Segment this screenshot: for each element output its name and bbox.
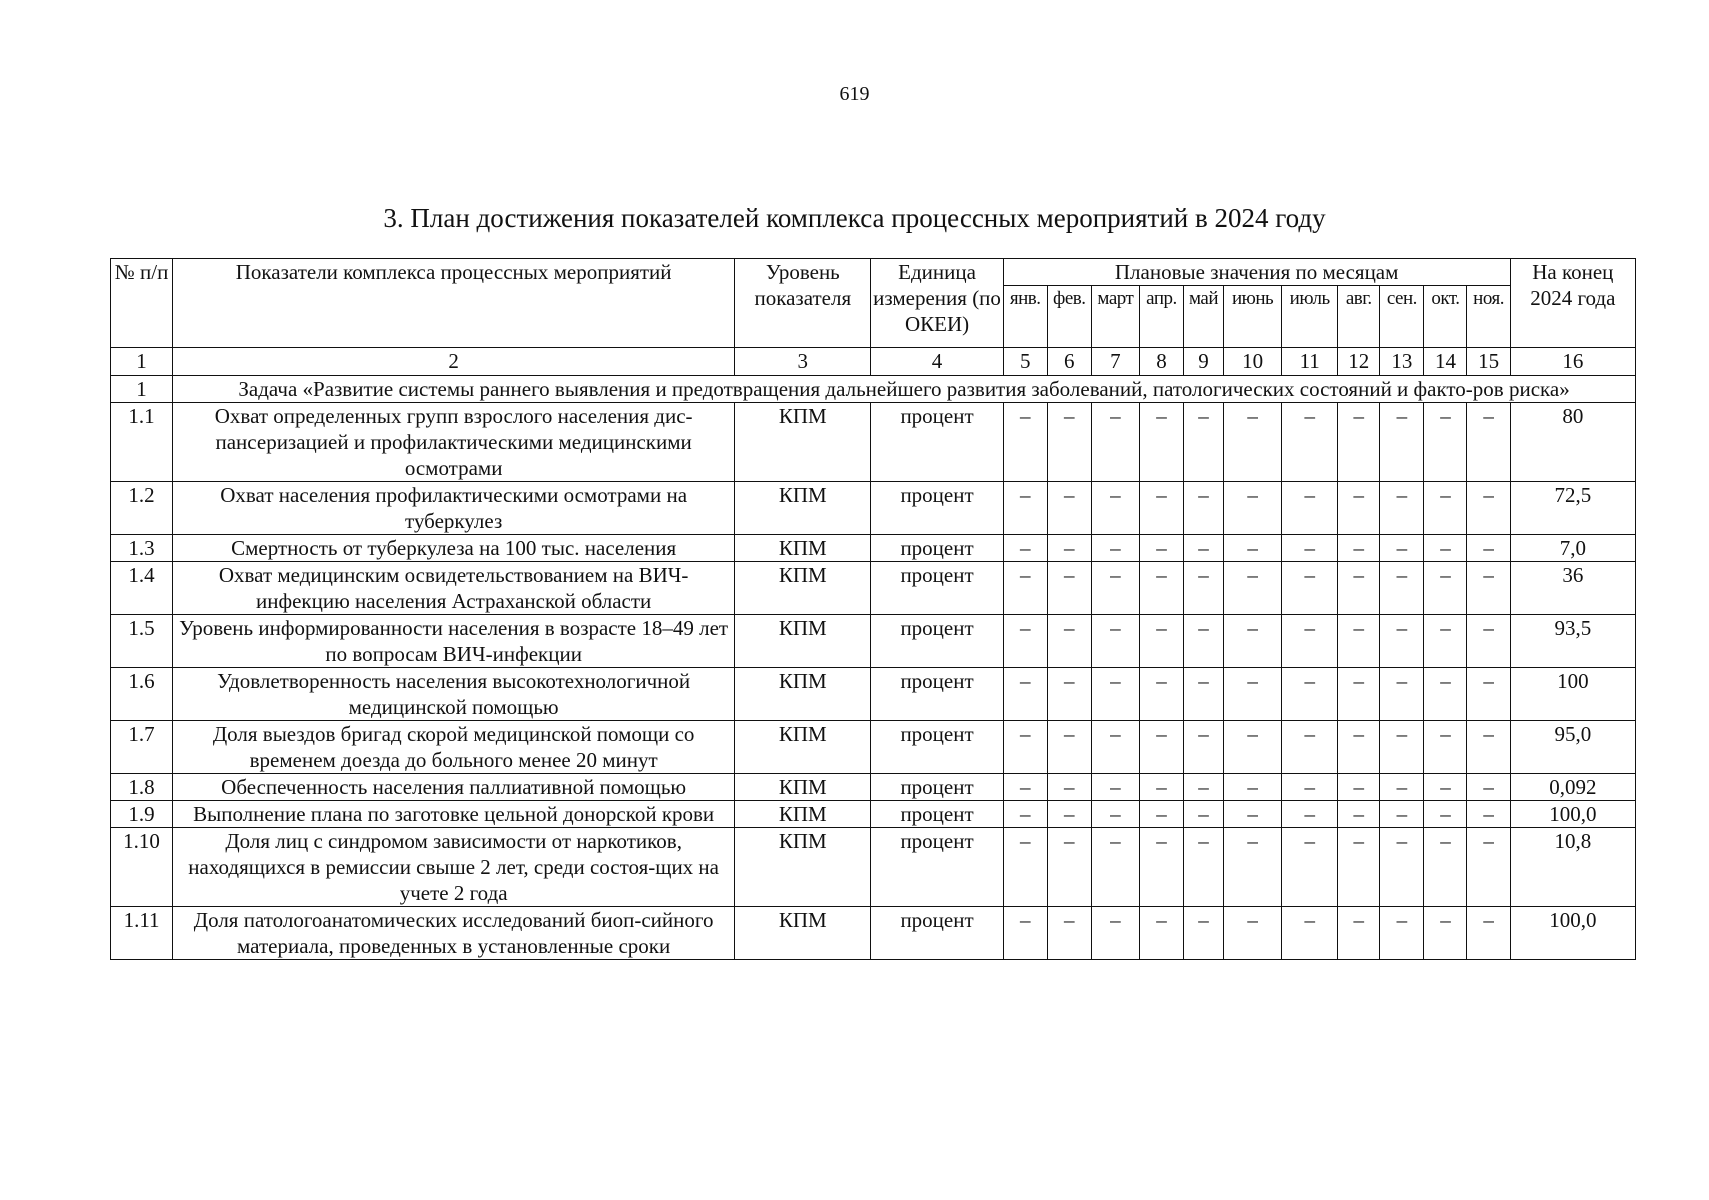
column-number: 2 xyxy=(173,348,735,376)
monthly-value: – xyxy=(1047,828,1091,907)
monthly-value: – xyxy=(1224,482,1282,535)
monthly-value: – xyxy=(1424,535,1467,562)
monthly-value: – xyxy=(1338,668,1380,721)
monthly-value: – xyxy=(1424,828,1467,907)
monthly-value: – xyxy=(1003,562,1047,615)
monthly-value: – xyxy=(1424,801,1467,828)
monthly-value: – xyxy=(1183,828,1223,907)
monthly-value: – xyxy=(1139,828,1183,907)
monthly-value: – xyxy=(1282,907,1338,960)
row-number: 1.10 xyxy=(111,828,173,907)
monthly-value: – xyxy=(1183,721,1223,774)
monthly-value: – xyxy=(1467,828,1510,907)
indicator-name: Обеспеченность населения паллиативной помощью xyxy=(173,774,735,801)
indicator-unit: процент xyxy=(871,482,1003,535)
monthly-value: – xyxy=(1139,535,1183,562)
monthly-value: – xyxy=(1091,562,1139,615)
indicator-level: КПМ xyxy=(735,535,871,562)
end-year-value: 36 xyxy=(1510,562,1635,615)
indicator-row xyxy=(111,562,1636,615)
monthly-value: – xyxy=(1091,403,1139,482)
indicator-name: Охват населения профилактическими осмотрами на туберкулез xyxy=(173,482,735,535)
indicator-unit: процент xyxy=(871,774,1003,801)
monthly-value: – xyxy=(1183,562,1223,615)
monthly-value: – xyxy=(1047,907,1091,960)
monthly-value: – xyxy=(1139,403,1183,482)
column-number: 14 xyxy=(1424,348,1467,376)
indicator-name: Удовлетворенность населения высокотехнологичной медицинской помощью xyxy=(173,668,735,721)
header-month: июнь xyxy=(1224,286,1282,348)
monthly-value: – xyxy=(1091,721,1139,774)
monthly-value: – xyxy=(1183,535,1223,562)
task-number: 1 xyxy=(111,376,173,403)
monthly-value: – xyxy=(1380,535,1424,562)
monthly-value: – xyxy=(1091,535,1139,562)
indicator-unit: процент xyxy=(871,907,1003,960)
monthly-value: – xyxy=(1380,668,1424,721)
monthly-value: – xyxy=(1224,774,1282,801)
monthly-value: – xyxy=(1380,907,1424,960)
column-number: 10 xyxy=(1224,348,1282,376)
monthly-value: – xyxy=(1467,668,1510,721)
indicator-row xyxy=(111,482,1636,535)
header-num: № п/п xyxy=(111,259,173,348)
monthly-value: – xyxy=(1467,801,1510,828)
header-month: авг. xyxy=(1338,286,1380,348)
monthly-value: – xyxy=(1338,774,1380,801)
indicator-name: Выполнение плана по заготовке цельной донорской крови xyxy=(173,801,735,828)
indicator-name: Охват определенных групп взрослого населения дис-пансеризацией и профилактическими медицинскими осмотрами xyxy=(173,403,735,482)
header-month: сен. xyxy=(1380,286,1424,348)
monthly-value: – xyxy=(1224,403,1282,482)
task-row xyxy=(111,376,1636,403)
row-number: 1.5 xyxy=(111,615,173,668)
monthly-value: – xyxy=(1282,721,1338,774)
monthly-value: – xyxy=(1139,562,1183,615)
indicator-unit: процент xyxy=(871,615,1003,668)
monthly-value: – xyxy=(1091,828,1139,907)
header-end: На конец 2024 года xyxy=(1510,259,1635,348)
monthly-value: – xyxy=(1282,828,1338,907)
indicator-row xyxy=(111,535,1636,562)
monthly-value: – xyxy=(1003,774,1047,801)
monthly-value: – xyxy=(1003,721,1047,774)
header-month: окт. xyxy=(1424,286,1467,348)
monthly-value: – xyxy=(1091,801,1139,828)
indicator-name: Уровень информированности населения в возрасте 18–49 лет по вопросам ВИЧ-инфекции xyxy=(173,615,735,668)
indicator-unit: процент xyxy=(871,828,1003,907)
header-month: март xyxy=(1091,286,1139,348)
indicator-unit: процент xyxy=(871,403,1003,482)
end-year-value: 72,5 xyxy=(1510,482,1635,535)
monthly-value: – xyxy=(1467,482,1510,535)
monthly-value: – xyxy=(1282,562,1338,615)
monthly-value: – xyxy=(1338,801,1380,828)
end-year-value: 7,0 xyxy=(1510,535,1635,562)
monthly-value: – xyxy=(1380,774,1424,801)
monthly-value: – xyxy=(1380,562,1424,615)
end-year-value: 100,0 xyxy=(1510,801,1635,828)
row-number: 1.1 xyxy=(111,403,173,482)
monthly-value: – xyxy=(1224,668,1282,721)
indicator-name: Охват медицинским освидетельствованием на ВИЧ-инфекцию населения Астраханской области xyxy=(173,562,735,615)
monthly-value: – xyxy=(1047,535,1091,562)
monthly-value: – xyxy=(1224,721,1282,774)
monthly-value: – xyxy=(1338,562,1380,615)
monthly-value: – xyxy=(1224,907,1282,960)
monthly-value: – xyxy=(1047,668,1091,721)
monthly-value: – xyxy=(1047,774,1091,801)
monthly-value: – xyxy=(1467,562,1510,615)
row-number: 1.9 xyxy=(111,801,173,828)
monthly-value: – xyxy=(1338,535,1380,562)
column-number: 12 xyxy=(1338,348,1380,376)
header-plan: Плановые значения по месяцам xyxy=(1003,259,1510,286)
monthly-value: – xyxy=(1467,403,1510,482)
end-year-value: 0,092 xyxy=(1510,774,1635,801)
indicator-name: Доля лиц с синдромом зависимости от наркотиков, находящихся в ремиссии свыше 2 лет, среди состоя-щих на учете 2 года xyxy=(173,828,735,907)
monthly-value: – xyxy=(1380,403,1424,482)
header-month: янв. xyxy=(1003,286,1047,348)
indicator-row xyxy=(111,907,1636,960)
row-number: 1.3 xyxy=(111,535,173,562)
monthly-value: – xyxy=(1139,721,1183,774)
monthly-value: – xyxy=(1091,668,1139,721)
monthly-value: – xyxy=(1467,535,1510,562)
monthly-value: – xyxy=(1424,668,1467,721)
monthly-value: – xyxy=(1467,907,1510,960)
indicator-level: КПМ xyxy=(735,403,871,482)
monthly-value: – xyxy=(1047,615,1091,668)
monthly-value: – xyxy=(1282,774,1338,801)
monthly-value: – xyxy=(1091,774,1139,801)
header-level: Уровень показателя xyxy=(735,259,871,348)
monthly-value: – xyxy=(1224,828,1282,907)
monthly-value: – xyxy=(1003,403,1047,482)
monthly-value: – xyxy=(1003,482,1047,535)
monthly-value: – xyxy=(1282,482,1338,535)
monthly-value: – xyxy=(1424,774,1467,801)
column-number: 5 xyxy=(1003,348,1047,376)
row-number: 1.6 xyxy=(111,668,173,721)
monthly-value: – xyxy=(1467,721,1510,774)
column-number: 16 xyxy=(1510,348,1635,376)
monthly-value: – xyxy=(1338,482,1380,535)
monthly-value: – xyxy=(1424,907,1467,960)
row-number: 1.2 xyxy=(111,482,173,535)
monthly-value: – xyxy=(1003,615,1047,668)
monthly-value: – xyxy=(1003,801,1047,828)
monthly-value: – xyxy=(1047,562,1091,615)
end-year-value: 80 xyxy=(1510,403,1635,482)
indicator-unit: процент xyxy=(871,562,1003,615)
indicator-unit: процент xyxy=(871,535,1003,562)
monthly-value: – xyxy=(1183,403,1223,482)
header-month: апр. xyxy=(1139,286,1183,348)
indicator-level: КПМ xyxy=(735,668,871,721)
page-number: 619 xyxy=(839,83,870,105)
monthly-value: – xyxy=(1091,482,1139,535)
monthly-value: – xyxy=(1224,615,1282,668)
indicator-level: КПМ xyxy=(735,721,871,774)
plan-table xyxy=(110,258,1636,960)
monthly-value: – xyxy=(1380,828,1424,907)
column-number: 9 xyxy=(1183,348,1223,376)
monthly-value: – xyxy=(1380,482,1424,535)
monthly-value: – xyxy=(1139,668,1183,721)
monthly-value: – xyxy=(1183,801,1223,828)
monthly-value: – xyxy=(1282,535,1338,562)
header-unit: Единица измерения (по ОКЕИ) xyxy=(871,259,1003,348)
indicator-row xyxy=(111,668,1636,721)
indicator-row xyxy=(111,774,1636,801)
end-year-value: 100 xyxy=(1510,668,1635,721)
indicator-level: КПМ xyxy=(735,482,871,535)
monthly-value: – xyxy=(1282,615,1338,668)
monthly-value: – xyxy=(1380,801,1424,828)
monthly-value: – xyxy=(1424,721,1467,774)
column-number: 1 xyxy=(111,348,173,376)
monthly-value: – xyxy=(1224,535,1282,562)
indicator-level: КПМ xyxy=(735,907,871,960)
monthly-value: – xyxy=(1338,615,1380,668)
monthly-value: – xyxy=(1424,403,1467,482)
monthly-value: – xyxy=(1139,482,1183,535)
column-number: 11 xyxy=(1282,348,1338,376)
document-title: 3. План достижения показателей комплекса процессных мероприятий в 2024 году xyxy=(383,203,1326,233)
monthly-value: – xyxy=(1183,615,1223,668)
monthly-value: – xyxy=(1338,828,1380,907)
monthly-value: – xyxy=(1183,907,1223,960)
row-number: 1.8 xyxy=(111,774,173,801)
indicator-unit: процент xyxy=(871,668,1003,721)
row-number: 1.7 xyxy=(111,721,173,774)
monthly-value: – xyxy=(1139,801,1183,828)
monthly-value: – xyxy=(1380,721,1424,774)
monthly-value: – xyxy=(1424,615,1467,668)
monthly-value: – xyxy=(1139,907,1183,960)
indicator-row xyxy=(111,801,1636,828)
indicator-unit: процент xyxy=(871,801,1003,828)
monthly-value: – xyxy=(1003,668,1047,721)
end-year-value: 95,0 xyxy=(1510,721,1635,774)
monthly-value: – xyxy=(1183,482,1223,535)
monthly-value: – xyxy=(1224,801,1282,828)
header-month: июль xyxy=(1282,286,1338,348)
row-number: 1.4 xyxy=(111,562,173,615)
task-text: Задача «Развитие системы раннего выявления и предотвращения дальнейшего развития заболеваний, патологических состояний и факто-ров риска» xyxy=(173,376,1636,403)
column-number: 8 xyxy=(1139,348,1183,376)
monthly-value: – xyxy=(1003,535,1047,562)
monthly-value: – xyxy=(1424,482,1467,535)
indicator-level: КПМ xyxy=(735,828,871,907)
monthly-value: – xyxy=(1467,615,1510,668)
header-month: ноя. xyxy=(1467,286,1510,348)
end-year-value: 100,0 xyxy=(1510,907,1635,960)
indicator-unit: процент xyxy=(871,721,1003,774)
monthly-value: – xyxy=(1047,801,1091,828)
column-number: 13 xyxy=(1380,348,1424,376)
indicator-row xyxy=(111,403,1636,482)
monthly-value: – xyxy=(1183,774,1223,801)
indicator-level: КПМ xyxy=(735,774,871,801)
monthly-value: – xyxy=(1424,562,1467,615)
monthly-value: – xyxy=(1091,615,1139,668)
monthly-value: – xyxy=(1091,907,1139,960)
indicator-name: Доля выездов бригад скорой медицинской помощи со временем доезда до больного менее 20 минут xyxy=(173,721,735,774)
monthly-value: – xyxy=(1380,615,1424,668)
monthly-value: – xyxy=(1003,828,1047,907)
indicator-name: Доля патологоанатомических исследований биоп-сийного материала, проведенных в установленные сроки xyxy=(173,907,735,960)
monthly-value: – xyxy=(1338,907,1380,960)
monthly-value: – xyxy=(1467,774,1510,801)
indicator-row xyxy=(111,828,1636,907)
end-year-value: 93,5 xyxy=(1510,615,1635,668)
column-number: 4 xyxy=(871,348,1003,376)
header-month: фев. xyxy=(1047,286,1091,348)
monthly-value: – xyxy=(1338,721,1380,774)
indicator-level: КПМ xyxy=(735,615,871,668)
column-number: 15 xyxy=(1467,348,1510,376)
monthly-value: – xyxy=(1047,721,1091,774)
monthly-value: – xyxy=(1047,403,1091,482)
monthly-value: – xyxy=(1139,615,1183,668)
row-number: 1.11 xyxy=(111,907,173,960)
monthly-value: – xyxy=(1047,482,1091,535)
indicator-level: КПМ xyxy=(735,801,871,828)
monthly-value: – xyxy=(1282,668,1338,721)
monthly-value: – xyxy=(1183,668,1223,721)
monthly-value: – xyxy=(1282,403,1338,482)
column-number: 7 xyxy=(1091,348,1139,376)
indicator-name: Смертность от туберкулеза на 100 тыс. населения xyxy=(173,535,735,562)
column-number: 6 xyxy=(1047,348,1091,376)
column-number: 3 xyxy=(735,348,871,376)
monthly-value: – xyxy=(1003,907,1047,960)
header-month: май xyxy=(1183,286,1223,348)
indicator-row xyxy=(111,615,1636,668)
monthly-value: – xyxy=(1338,403,1380,482)
monthly-value: – xyxy=(1282,801,1338,828)
monthly-value: – xyxy=(1224,562,1282,615)
monthly-value: – xyxy=(1139,774,1183,801)
header-indicator: Показатели комплекса процессных мероприятий xyxy=(173,259,735,348)
indicator-level: КПМ xyxy=(735,562,871,615)
end-year-value: 10,8 xyxy=(1510,828,1635,907)
indicator-row xyxy=(111,721,1636,774)
